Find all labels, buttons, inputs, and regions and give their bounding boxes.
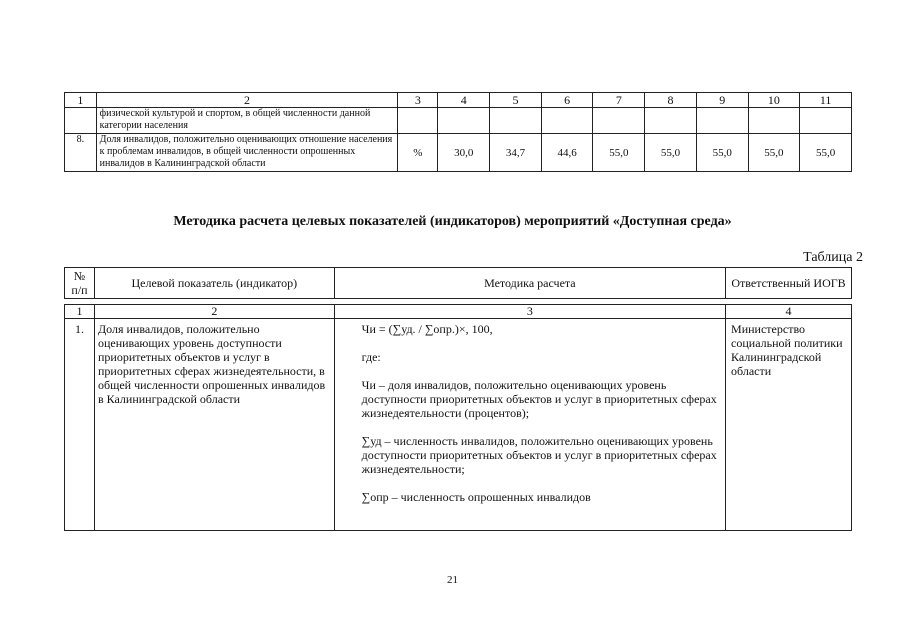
table-row — [65, 319, 852, 531]
column-header-method: Методика расчета — [334, 268, 725, 299]
column-header: 8 — [645, 93, 697, 108]
row-number-cell: 1. — [65, 319, 95, 531]
value-cell: 55,0 — [645, 134, 697, 172]
page-number: 21 — [447, 574, 458, 586]
value-cell: 30,0 — [438, 134, 490, 172]
table-cell — [645, 108, 697, 134]
table-row — [65, 108, 852, 134]
table-number-label: Таблица 2 — [803, 250, 863, 265]
unit-cell: % — [398, 134, 438, 172]
column-index: 3 — [334, 305, 725, 319]
column-header: 7 — [593, 93, 645, 108]
value-cell: 55,0 — [696, 134, 748, 172]
column-header-org: Ответственный ИОГВ — [726, 268, 852, 299]
column-index: 1 — [65, 305, 95, 319]
column-header: 3 — [398, 93, 438, 108]
table-cell — [541, 108, 593, 134]
table-cell — [398, 108, 438, 134]
column-index: 4 — [726, 305, 852, 319]
formula: Чи = (∑уд. / ∑опр.)×, 100, — [361, 322, 493, 336]
table-cell — [696, 108, 748, 134]
column-index-row — [65, 305, 852, 319]
column-header: 4 — [438, 93, 490, 108]
column-header-indicator: Целевой показатель (индикатор) — [94, 268, 334, 299]
definition: ∑опр – численность опрошенных инвалидов — [361, 490, 591, 504]
indicator-cell: Доля инвалидов, положительно оценивающих уровень доступности приоритетных объектов и услуг в приоритетных сферах жизнедеятельности, в общей численности опрошенных инвалидов в Калининградской области — [94, 319, 334, 531]
column-header-num: № п/п — [65, 268, 95, 299]
column-header: 9 — [696, 93, 748, 108]
methodology-table — [64, 267, 852, 531]
responsible-org-cell: Министерство социальной политики Калининградской области — [726, 319, 852, 531]
value-cell: 55,0 — [593, 134, 645, 172]
indicator-cell: физической культурой и спортом, в общей численности данной категории населения — [96, 108, 398, 134]
value-cell: 55,0 — [748, 134, 800, 172]
indicator-cell: Доля инвалидов, положительно оценивающих отношение населения к проблемам инвалидов, в общей численности опрошенных инвалидов в Калининградской области — [96, 134, 398, 172]
column-header: 1 — [65, 93, 97, 108]
definition: ∑уд – численность инвалидов, положительно оценивающих уровень доступности приоритетных объектов и услуг в приоритетных сферах жизнедеятельности; — [361, 434, 717, 476]
table-cell — [65, 108, 97, 134]
table-cell — [800, 108, 852, 134]
table-header-row — [65, 268, 852, 299]
value-cell: 55,0 — [800, 134, 852, 172]
where-label: где: — [361, 350, 381, 364]
column-header: 2 — [96, 93, 398, 108]
indicators-table — [64, 92, 852, 172]
column-header: 11 — [800, 93, 852, 108]
column-index: 2 — [94, 305, 334, 319]
method-cell — [334, 319, 725, 531]
column-header: 10 — [748, 93, 800, 108]
table-header-row — [65, 93, 852, 108]
table-cell — [438, 108, 490, 134]
table-cell — [748, 108, 800, 134]
value-cell: 34,7 — [490, 134, 542, 172]
table-row — [65, 134, 852, 172]
row-number-cell: 8. — [65, 134, 97, 172]
column-header: 5 — [490, 93, 542, 108]
section-title: Методика расчета целевых показателей (индикаторов) мероприятий «Доступная среда» — [173, 214, 732, 229]
value-cell: 44,6 — [541, 134, 593, 172]
definition: Чи – доля инвалидов, положительно оценивающих уровень доступности приоритетных объектов и услуг в приоритетных сферах жизнедеятельности (процентов); — [361, 378, 717, 420]
column-header: 6 — [541, 93, 593, 108]
table-cell — [490, 108, 542, 134]
table-cell — [593, 108, 645, 134]
